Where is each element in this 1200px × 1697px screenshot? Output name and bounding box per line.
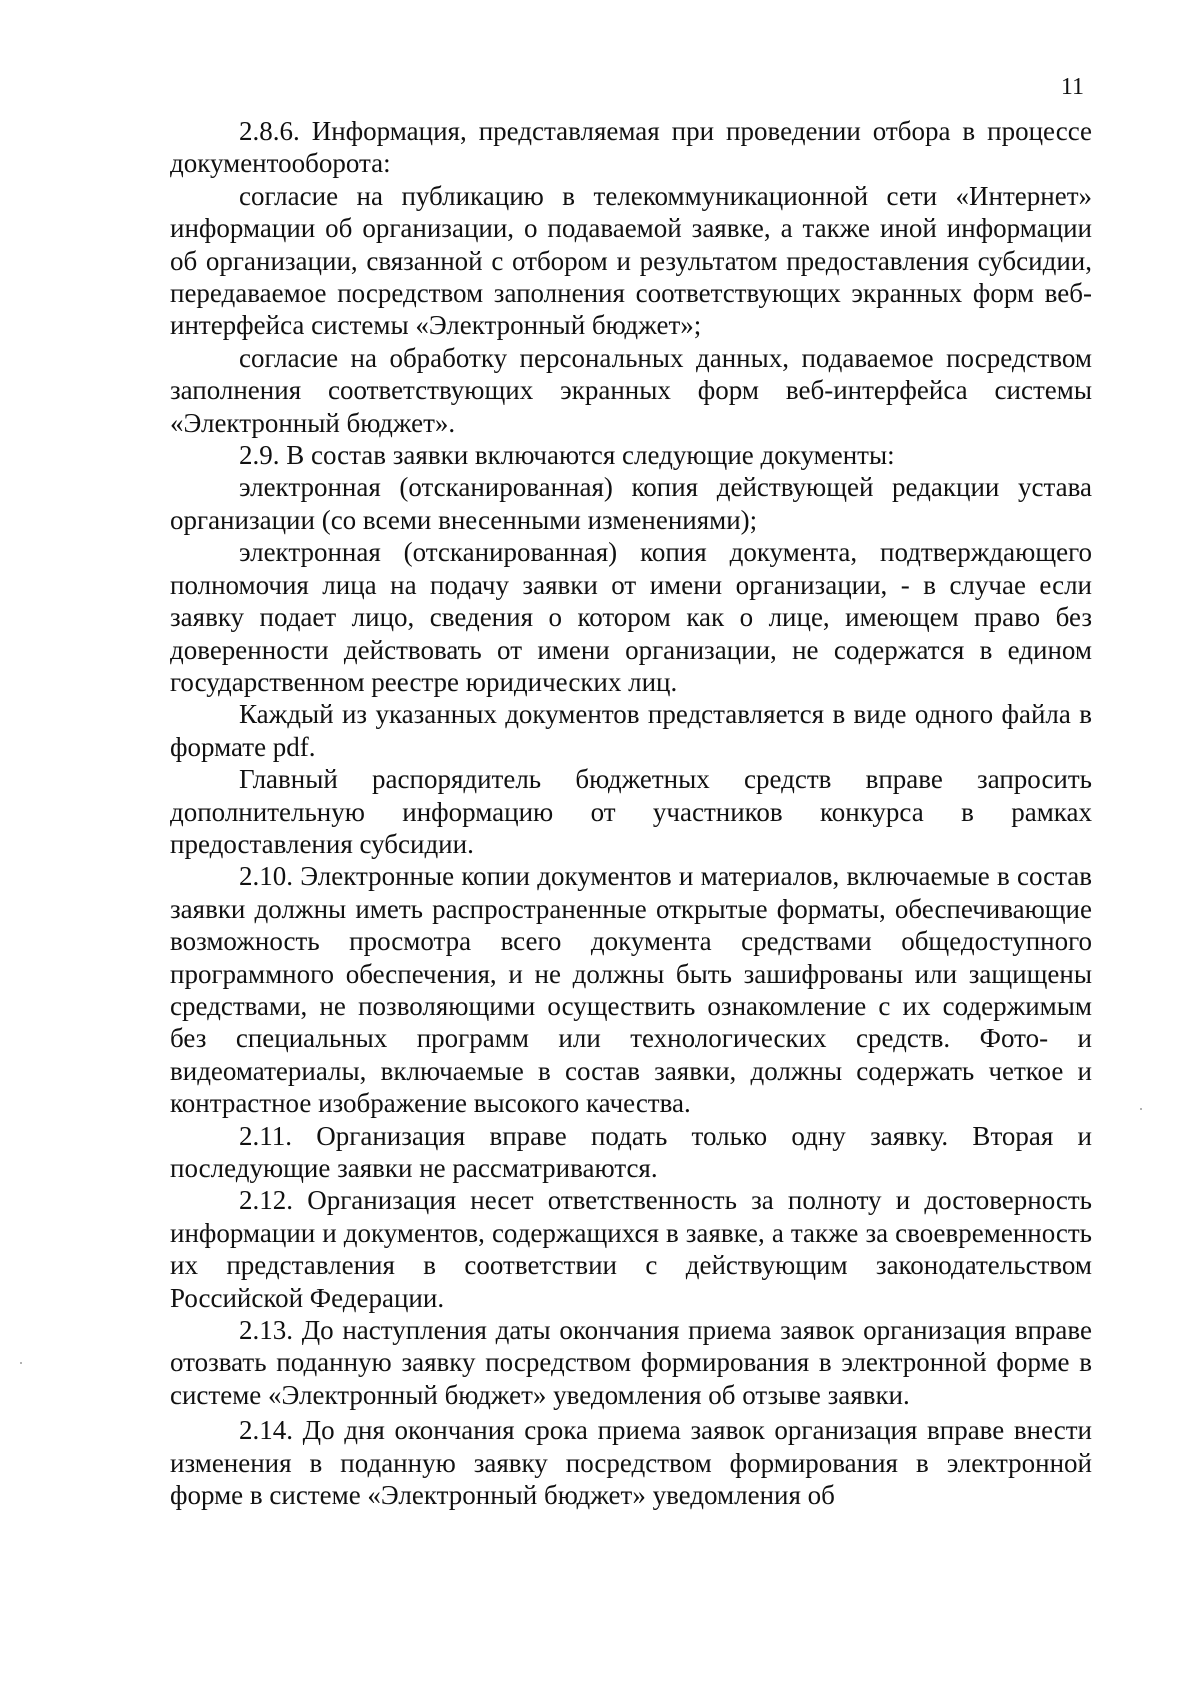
paragraph-2-8-6: 2.8.6. Информация, представляемая при проведении отбора в процессе документооборота:	[170, 116, 1092, 179]
page-number: 11	[1060, 74, 1084, 100]
paragraph-2-9: 2.9. В состав заявки включаются следующие документы:	[239, 440, 895, 471]
paragraph-charter-copy: электронная (отсканированная) копия действующей редакции устава организации (со всеми внесенными изменениями);	[170, 472, 1092, 535]
scan-speck	[20, 1362, 22, 1364]
paragraph-file-format: Каждый из указанных документов представляется в виде одного файла в формате pdf.	[170, 699, 1092, 762]
paragraph-2-14: 2.14. До дня окончания срока приема заявок организация вправе внести изменения в поданную заявку посредством формирования в электронной форме в системе «Электронный бюджет» уведомления об	[170, 1415, 1092, 1511]
paragraph-2-10: 2.10. Электронные копии документов и материалов, включаемые в состав заявки должны иметь распространенные открытые форматы, обеспечивающие возможность просмотра всего документа средствами общедоступного программного обеспечения, и не должны быть зашифрованы или защищены средствами, не позволяющими осуществить ознакомление с их содержимым без специальных программ или технологических средств. Фото- и видеоматериалы, включаемые в состав заявки, должны содержать четкое и контрастное изображение высокого качества.	[170, 861, 1092, 1119]
paragraph-authority-copy: электронная (отсканированная) копия документа, подтверждающего полномочия лица на подачу заявки от имени организации, - в случае если заявку подает лицо, сведения о котором как о лице, имеющем право без доверенности действовать от имени организации, не содержатся в едином государственном реестре юридических лиц.	[170, 537, 1092, 697]
paragraph-2-12: 2.12. Организация несет ответственность за полноту и достоверность информации и документов, содержащихся в заявке, а также за своевременность их представления в соответствии с действующим законодательством Российской Федерации.	[170, 1185, 1092, 1313]
paragraph-consent-publication: согласие на публикацию в телекоммуникационной сети «Интернет» информации об организации, о подаваемой заявке, а также иной информации об организации, связанной с отбором и результатом предоставления субсидии, передаваемое посредством заполнения соответствующих экранных форм веб-интерфейса системы «Электронный бюджет»;	[170, 180, 1092, 341]
paragraph-consent-personal-data: согласие на обработку персональных данных, подаваемое посредством заполнения соответствующих экранных форм веб-интерфейса системы «Электронный бюджет».	[170, 342, 1092, 438]
paragraph-2-13: 2.13. До наступления даты окончания приема заявок организация вправе отозвать поданную заявку посредством формирования в электронной форме в системе «Электронный бюджет» уведомления об отзыве заявки.	[170, 1315, 1092, 1410]
paragraph-2-11: 2.11. Организация вправе подать только одну заявку. Вторая и последующие заявки не рассматриваются.	[170, 1120, 1092, 1183]
scan-speck	[1140, 1108, 1142, 1110]
document-body	[170, 115, 1092, 1511]
paragraph-additional-info: Главный распорядитель бюджетных средств вправе запросить дополнительную информацию от участников конкурса в рамках предоставления субсидии.	[170, 764, 1092, 859]
